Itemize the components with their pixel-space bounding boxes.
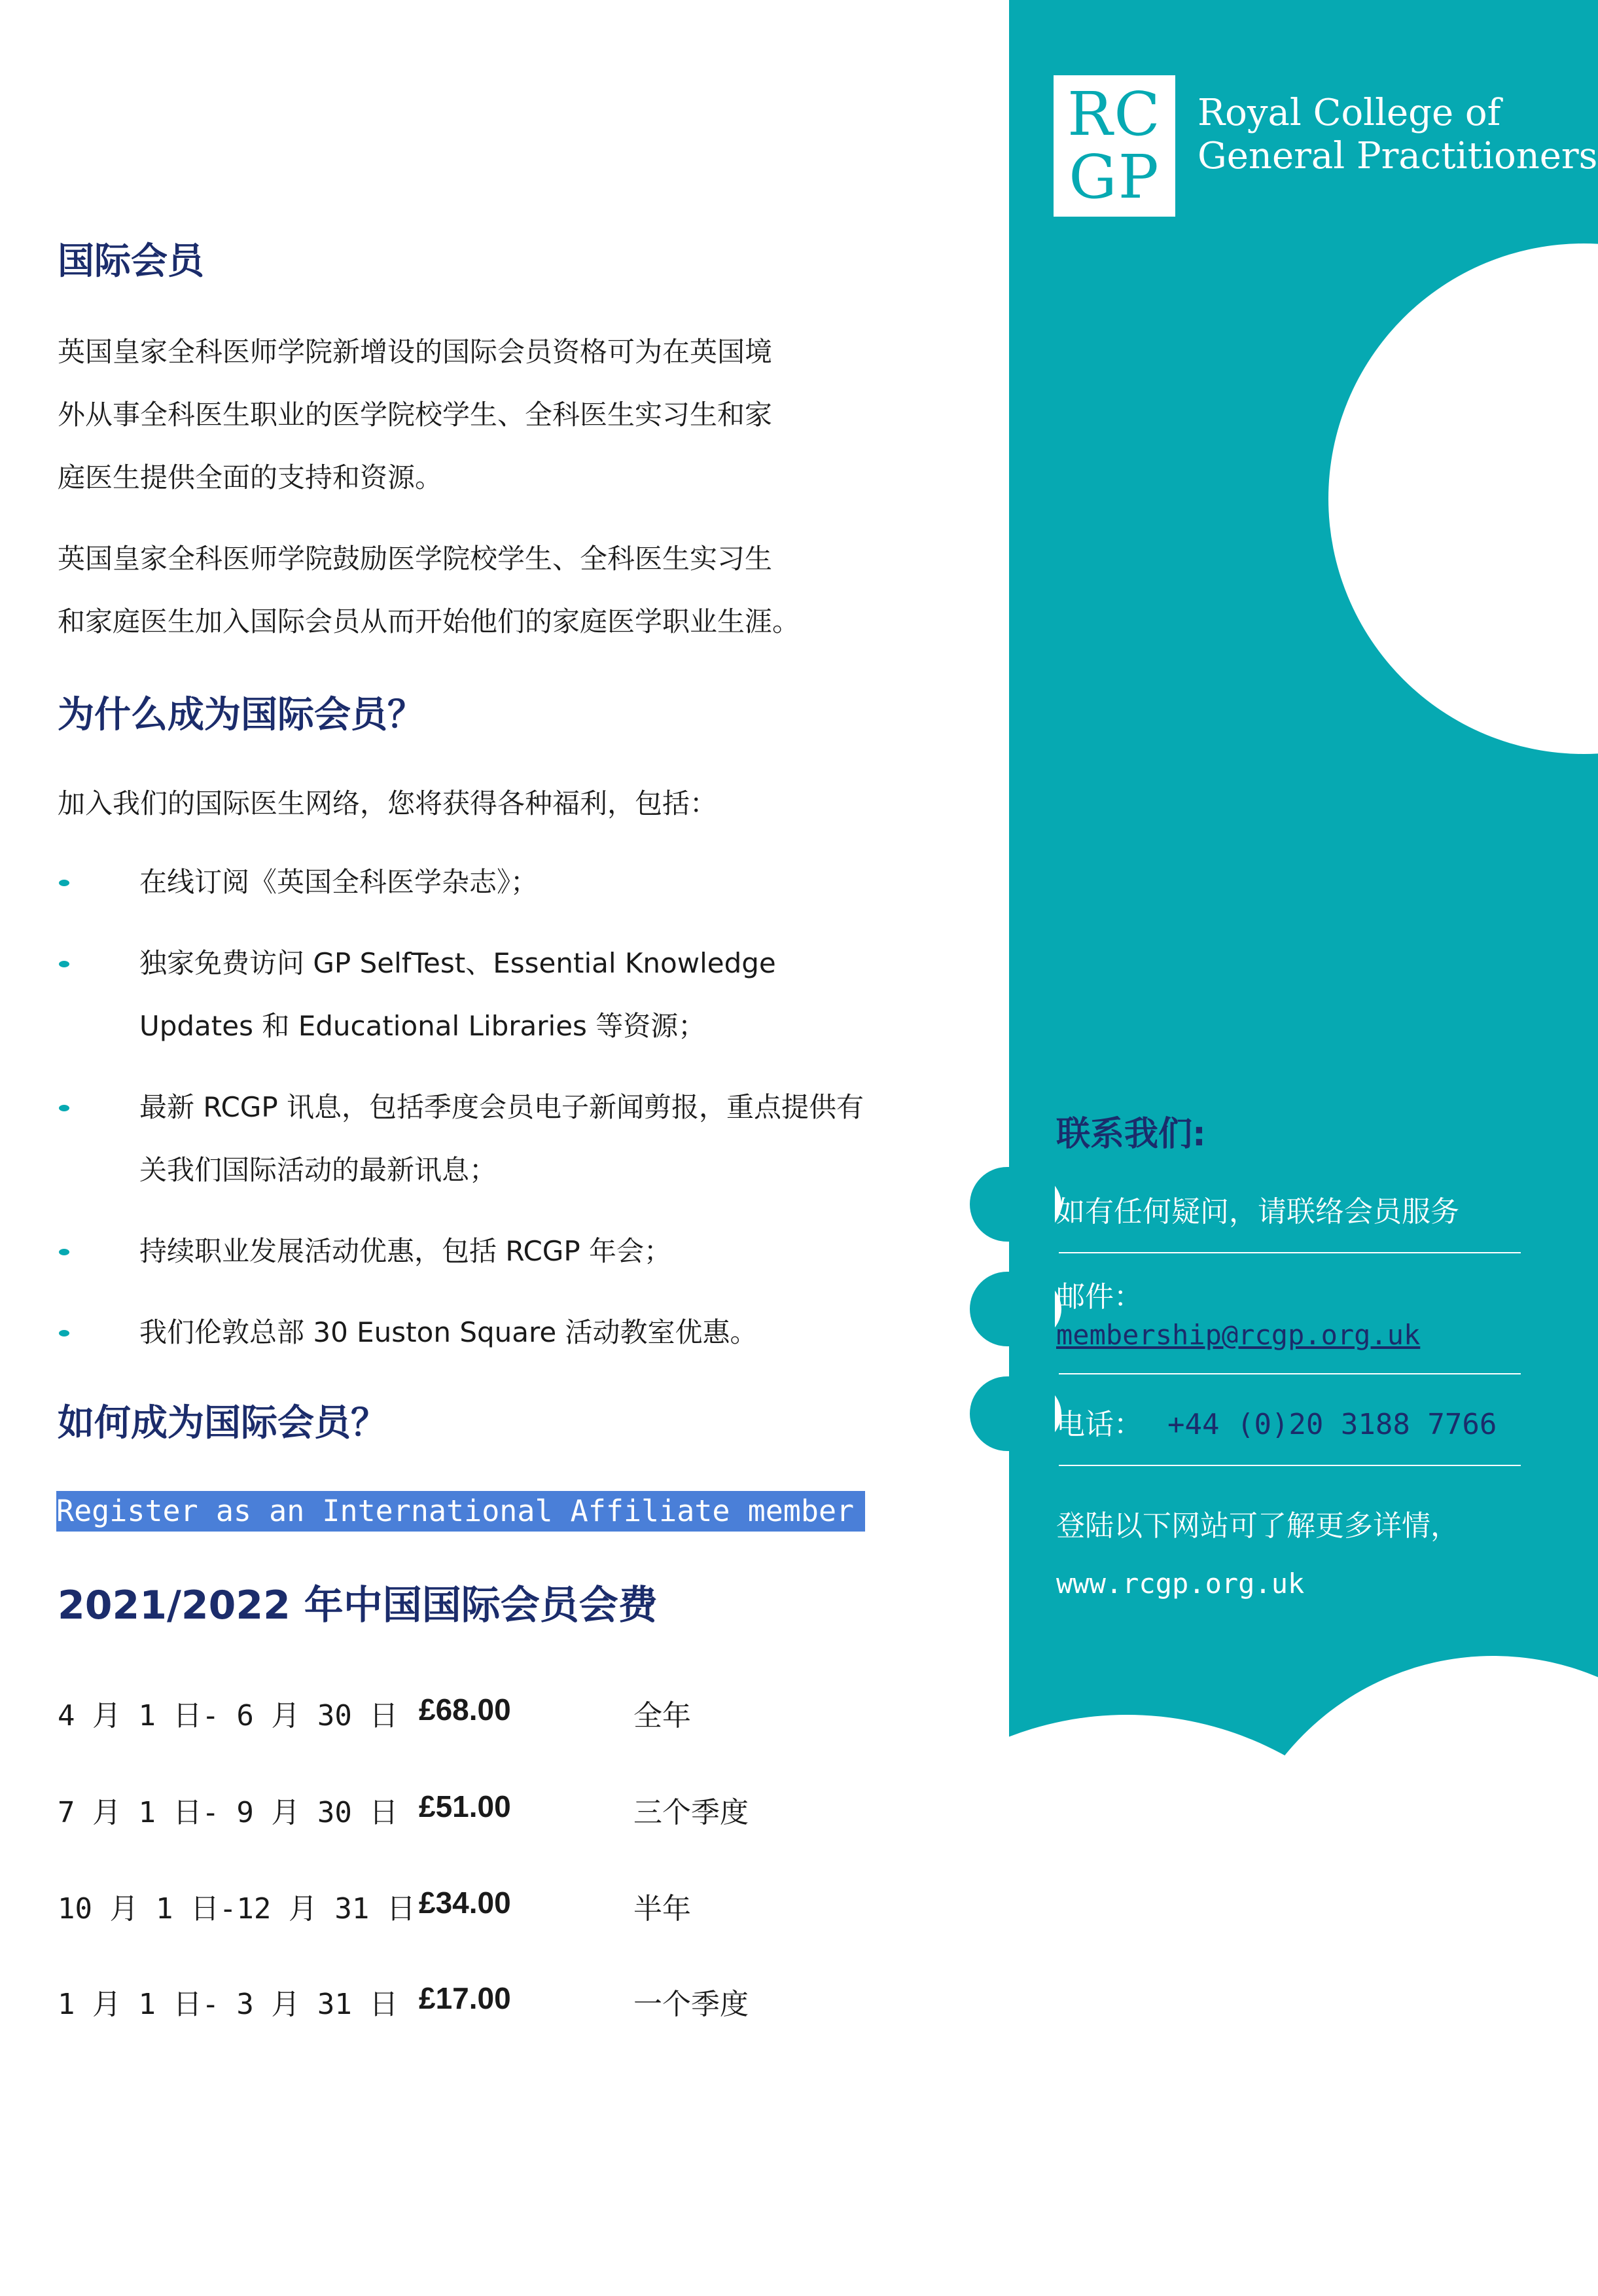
phone-number: +44 (0)20 3188 7766: [1167, 1408, 1497, 1441]
rcgp-logo: [1054, 75, 1175, 217]
intro-para1-line: 英国皇家全科医师学院新增设的国际会员资格可为在英国境: [58, 336, 773, 368]
divider: [1059, 1373, 1521, 1374]
fee-duration: 半年: [633, 1892, 691, 1926]
fee-price: £51.00: [419, 1789, 511, 1823]
decorative-circle-top: [1328, 243, 1598, 754]
intro-para1-line: 外从事全科医生职业的医学院校学生、全科医生实习生和家: [58, 399, 773, 431]
why-heading: 为什么成为国际会员？: [58, 694, 424, 736]
intro-heading: 国际会员: [58, 240, 204, 283]
how-heading: 如何成为国际会员？: [58, 1402, 387, 1444]
phone-line: [1056, 1401, 1497, 1443]
website-line: 登陆以下网站可了解更多详情，: [1056, 1509, 1459, 1543]
email-label: 邮件：: [1056, 1280, 1143, 1314]
intro-para2-line: 和家庭医生加入国际会员从而开始他们的家庭医学职业生涯。: [58, 605, 800, 637]
intro-paragraph-2: [58, 528, 961, 653]
contact-query: 如有任何疑问，请联络会员服务: [1056, 1195, 1459, 1229]
fee-price: £34.00: [419, 1886, 511, 1920]
fee-price: £17.00: [419, 1981, 511, 2015]
list-item-text-cont: Updates 和 Educational Libraries 等资源；: [139, 1010, 706, 1042]
register-link[interactable]: Register as an International Affiliate member now: [56, 1491, 865, 1532]
divider: [1059, 1252, 1521, 1253]
intro-para1-line: 庭医生提供全面的支持和资源。: [58, 461, 443, 493]
sidebar-panel: [1009, 0, 1598, 2004]
list-item-text: 持续职业发展活动优惠，包括 RCGP 年会；: [139, 1235, 671, 1267]
bullet-dot-icon: [59, 961, 69, 967]
fee-duration: 三个季度: [633, 1796, 749, 1829]
college-name-line1: Royal College of: [1198, 92, 1501, 134]
list-item-text: 我们伦敦总部 30 Euston Square 活动教室优惠。: [139, 1316, 758, 1348]
college-name-line2: General Practitioners: [1198, 135, 1598, 177]
why-lead: 加入我们的国际医生网络，您将获得各种福利，包括：: [58, 787, 718, 819]
logo-text-rc: RC: [1067, 79, 1162, 149]
list-item-text: 独家免费访问 GP SelfTest、Essential Knowledge: [139, 947, 776, 979]
list-item-text: 最新 RCGP 讯息，包括季度会员电子新闻剪报，重点提供有: [139, 1091, 864, 1123]
fee-period: 4 月 1 日- 6 月 30 日: [58, 1699, 399, 1732]
bullet-dot-icon: [59, 1249, 69, 1255]
college-name: [1198, 92, 1597, 178]
fee-period: 7 月 1 日- 9 月 30 日: [58, 1796, 399, 1829]
bullet-dot-icon: [59, 880, 69, 886]
bullet-dot-icon: [59, 1330, 69, 1336]
intro-para2-line: 英国皇家全科医师学院鼓励医学院校学生、全科医生实习生: [58, 543, 773, 575]
fee-period: 10 月 1 日-12 月 31 日: [58, 1892, 416, 1926]
list-item-text: 在线订阅《英国全科医学杂志》；: [139, 866, 539, 898]
website-link[interactable]: www.rcgp.org.uk: [1056, 1568, 1305, 1600]
email-link[interactable]: membership@rcgp.org.uk: [1056, 1319, 1421, 1351]
logo-text-gp: GP: [1069, 142, 1160, 212]
contact-title: 联系我们:: [1056, 1115, 1206, 1154]
bullet-dot-icon: [59, 1105, 69, 1111]
intro-paragraph-1: [58, 321, 961, 509]
phone-label: 电话：: [1056, 1408, 1143, 1441]
fee-price: £68.00: [419, 1693, 511, 1727]
list-item-text-cont: 关我们国际活动的最新讯息；: [139, 1154, 497, 1186]
fee-duration: 全年: [633, 1699, 691, 1732]
fee-period: 1 月 1 日- 3 月 31 日: [58, 1988, 399, 2021]
scallop-bump-3: [970, 1376, 1055, 1451]
fees-heading: 2021/2022 年中国国际会员会费: [58, 1583, 658, 1628]
fee-duration: 一个季度: [633, 1988, 749, 2021]
divider: [1059, 1465, 1521, 1466]
